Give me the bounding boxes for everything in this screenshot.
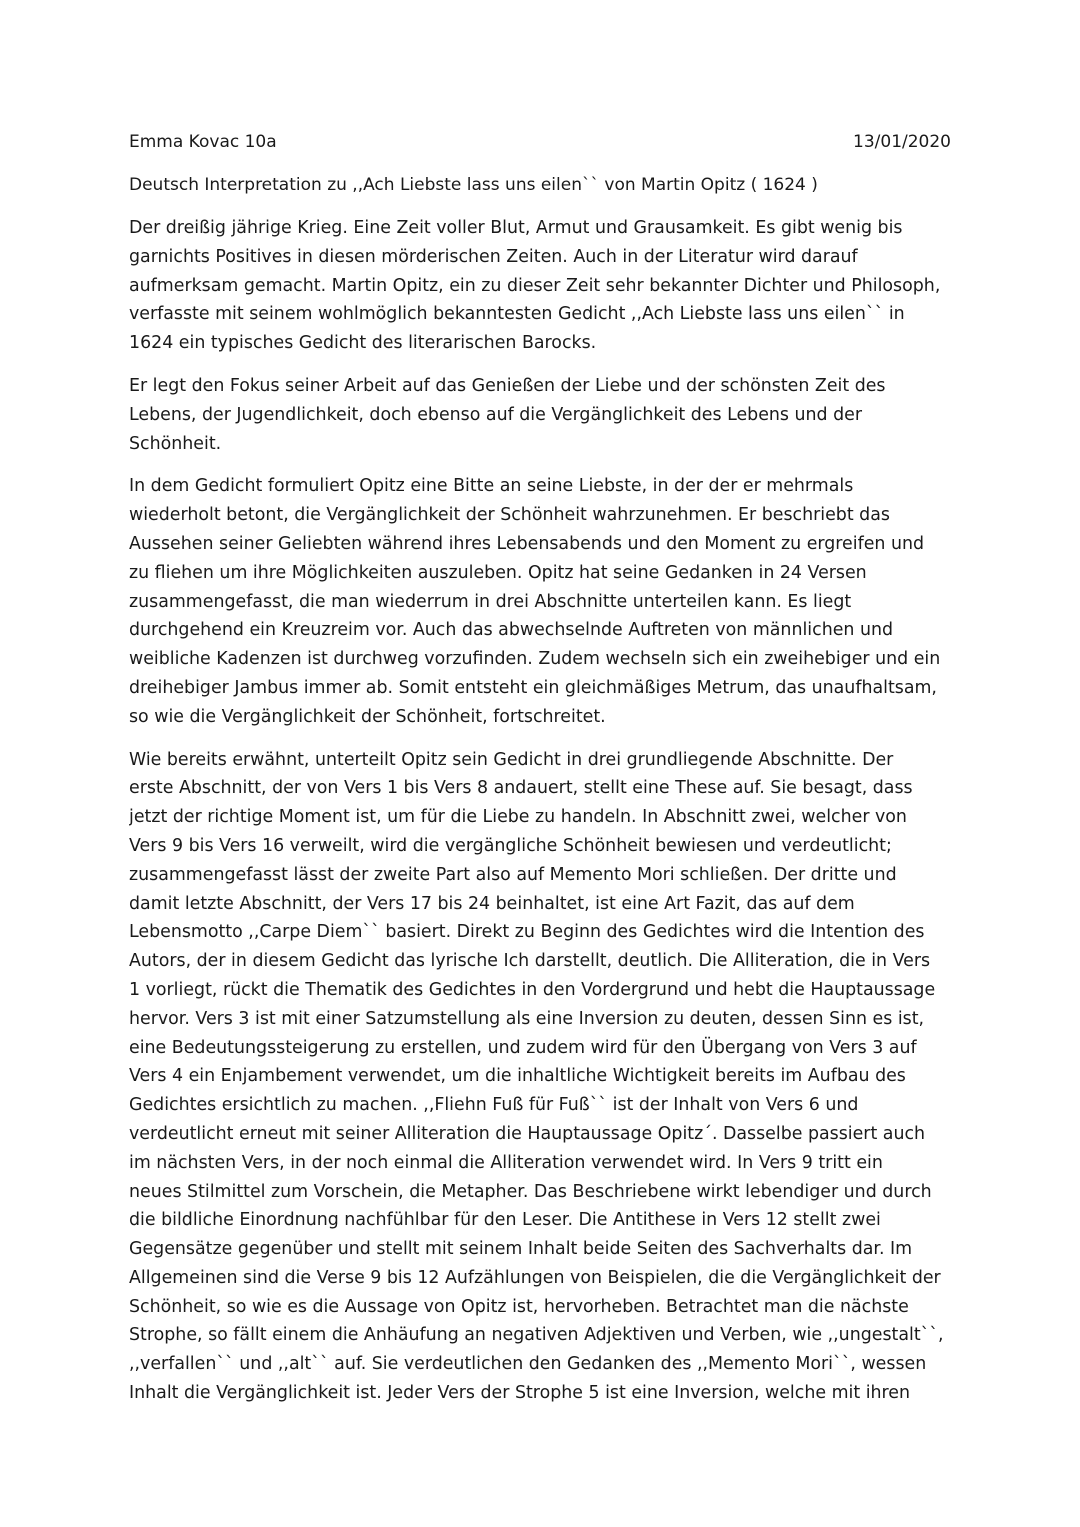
text-line: aufmerksam gemacht. Martin Opitz, ein zu dieser Zeit sehr bekannter Dichter und Philosoph, bbox=[129, 275, 941, 296]
document-body bbox=[129, 214, 951, 1408]
text-line: Schönheit. bbox=[129, 433, 222, 454]
text-line: Wie bereits erwähnt, unterteilt Opitz sein Gedicht in drei grundliegende Abschnitte. Der bbox=[129, 749, 894, 770]
document-page bbox=[129, 128, 951, 1422]
text-line: Er legt den Fokus seiner Arbeit auf das Genießen der Liebe und der schönsten Zeit des bbox=[129, 375, 886, 396]
text-line: Der dreißig jährige Krieg. Eine Zeit voller Blut, Armut und Grausamkeit. Es gibt wenig bis bbox=[129, 218, 903, 238]
text-line: die bildliche Einordnung nachfühlbar für den Leser. Die Antithese in Vers 12 stellt zwei bbox=[129, 1210, 881, 1231]
text-line: Vers 9 bis Vers 16 verweilt, wird die vergängliche Schönheit bewiesen und verdeutlicht; bbox=[129, 835, 892, 856]
text-line: zu fliehen um ihre Möglichkeiten auszuleben. Opitz hat seine Gedanken in 24 Versen bbox=[129, 562, 867, 583]
document-date: 13/01/2020 bbox=[853, 132, 951, 152]
author-class: Emma Kovac 10a bbox=[129, 132, 277, 152]
text-line: Lebensmotto ,,Carpe Diem`` basiert. Direkt zu Beginn des Gedichtes wird die Intention des bbox=[129, 922, 925, 943]
text-line: garnichts Positives in diesen mörderischen Zeiten. Auch in der Literatur wird darauf bbox=[129, 246, 858, 267]
text-line: Autors, der in diesem Gedicht das lyrische Ich darstellt, deutlich. Die Alliteration, die in Vers bbox=[129, 951, 931, 972]
text-line: wiederholt betont, die Vergänglichkeit der Schönheit wahrzunehmen. Er beschriebt das bbox=[129, 505, 890, 526]
paragraph bbox=[129, 472, 951, 731]
text-line: dreihebiger Jambus immer ab. Somit entsteht ein gleichmäßiges Metrum, das unaufhaltsam, bbox=[129, 677, 937, 698]
text-line: Lebens, der Jugendlichkeit, doch ebenso auf die Vergänglichkeit des Lebens und der bbox=[129, 404, 863, 425]
text-line: Vers 4 ein Enjambement verwendet, um die inhaltliche Wichtigkeit bereits im Aufbau des bbox=[129, 1066, 906, 1087]
text-line: erste Abschnitt, der von Vers 1 bis Vers 8 andauert, stellt eine These auf. Sie besagt, dass bbox=[129, 778, 913, 799]
text-line: Aussehen seiner Geliebten während ihres Lebensabends und den Moment zu ergreifen und bbox=[129, 533, 925, 554]
text-line: In dem Gedicht formuliert Opitz eine Bitte an seine Liebste, in der der er mehrmals bbox=[129, 476, 854, 497]
text-line: Gegensätze gegenüber und stellt mit seinem Inhalt beide Seiten des Sachverhalts dar. Im bbox=[129, 1239, 913, 1260]
text-line: zusammengefasst, die man wiederrum in drei Abschnitte unterteilen kann. Es liegt bbox=[129, 591, 852, 612]
text-line: Allgemeinen sind die Verse 9 bis 12 Aufzählungen von Beispielen, die die Vergänglichkeit der bbox=[129, 1267, 941, 1288]
text-line: durchgehend ein Kreuzreim vor. Auch das abwechselnde Auftreten von männlichen und bbox=[129, 620, 894, 641]
text-line: im nächsten Vers, in der noch einmal die Alliteration verwendet wird. In Vers 9 tritt ein bbox=[129, 1152, 883, 1173]
text-line: weibliche Kadenzen ist durchweg vorzufinden. Zudem wechseln sich ein zweihebiger und ein bbox=[129, 649, 941, 670]
text-line: hervor. Vers 3 ist mit einer Satzumstellung als eine Inversion zu deuten, dessen Sinn es ist, bbox=[129, 1008, 925, 1029]
text-line: verfasste mit seinem wohlmöglich bekanntesten Gedicht ,,Ach Liebste lass uns eilen`` in bbox=[129, 304, 905, 325]
text-line: verdeutlicht erneut mit seiner Alliteration die Hauptaussage Opitz´. Dasselbe passiert auch bbox=[129, 1123, 926, 1144]
text-line: damit letzte Abschnitt, der Vers 17 bis 24 beinhaltet, ist eine Art Fazit, das auf dem bbox=[129, 893, 855, 914]
text-line: ,,verfallen`` und ,,alt`` auf. Sie verdeutlichen den Gedanken des ,,Memento Mori``, wessen bbox=[129, 1354, 927, 1375]
text-line: neues Stilmittel zum Vorschein, die Metapher. Das Beschriebene wirkt lebendiger und durch bbox=[129, 1181, 932, 1202]
text-line: so wie die Vergänglichkeit der Schönheit, fortschreitet. bbox=[129, 706, 606, 727]
text-line: Schönheit, so wie es die Aussage von Opitz ist, hervorheben. Betrachtet man die nächste bbox=[129, 1296, 909, 1317]
text-line: zusammengefasst lässt der zweite Part also auf Memento Mori schließen. Der dritte und bbox=[129, 864, 897, 885]
paragraph bbox=[129, 746, 951, 1408]
text-line: Gedichtes ersichtlich zu machen. ,,Fliehn Fuß für Fuß`` ist der Inhalt von Vers 6 und bbox=[129, 1095, 859, 1116]
document-title: Deutsch Interpretation zu ,,Ach Liebste lass uns eilen`` von Martin Opitz ( 1624 ) bbox=[129, 175, 818, 195]
text-line: Inhalt die Vergänglichkeit ist. Jeder Vers der Strophe 5 ist eine Inversion, welche mit ihren bbox=[129, 1383, 911, 1404]
document-header bbox=[129, 128, 951, 156]
text-line: Strophe, so fällt einem die Anhäufung an negativen Adjektiven und Verben, wie ,,ungestalt``, bbox=[129, 1325, 944, 1346]
text-line: 1 vorliegt, rückt die Thematik des Gedichtes in den Vordergrund und hebt die Hauptaussage bbox=[129, 979, 936, 1000]
paragraph bbox=[129, 214, 951, 358]
paragraph bbox=[129, 372, 951, 458]
text-line: jetzt der richtige Moment ist, um für die Liebe zu handeln. In Abschnitt zwei, welcher von bbox=[129, 807, 907, 828]
text-line: eine Bedeutungssteigerung zu erstellen, und zudem wird für den Übergang von Vers 3 auf bbox=[129, 1037, 917, 1058]
text-line: 1624 ein typisches Gedicht des literarischen Barocks. bbox=[129, 333, 597, 354]
